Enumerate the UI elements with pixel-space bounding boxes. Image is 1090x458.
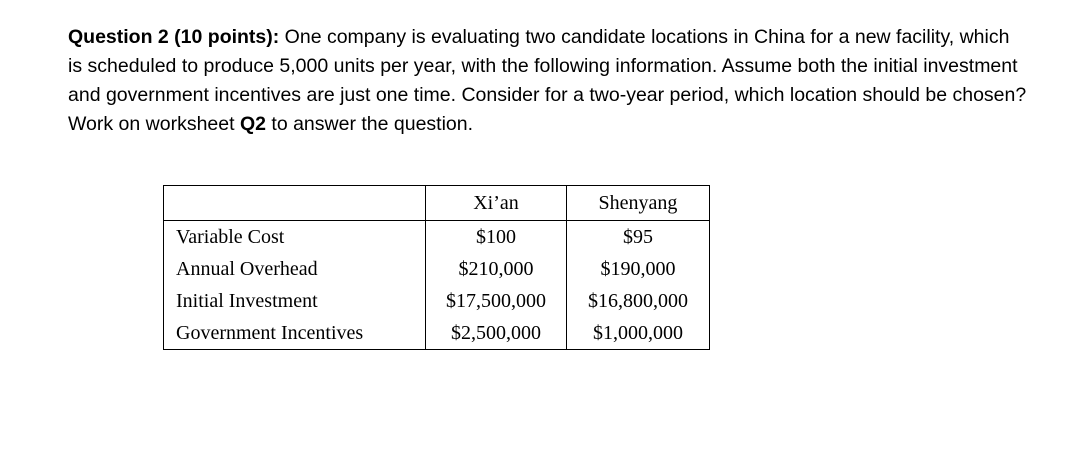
shenyang-value: $190,000 (567, 253, 710, 285)
header-shenyang: Shenyang (567, 186, 710, 221)
question-heading: Question 2 (10 points): (68, 26, 280, 48)
header-empty-cell (164, 186, 426, 221)
header-xian: Xi’an (426, 186, 567, 221)
row-label: Annual Overhead (164, 253, 426, 285)
table-row (164, 253, 710, 285)
table-row (164, 317, 710, 350)
shenyang-value: $95 (567, 221, 710, 254)
table-row (164, 221, 710, 254)
shenyang-value: $16,800,000 (567, 285, 710, 317)
xian-value: $100 (426, 221, 567, 254)
xian-value: $2,500,000 (426, 317, 567, 350)
question-body: One company is evaluating two candidate locations in China for a new facility, which is scheduled to produce 5,000 units per year, with the following information. Assume both the initial investment and government incentives are just one time. Consider for a two-year period, which location should be chosen? Work on worksheet (68, 26, 1027, 135)
worksheet-reference: Q2 (239, 113, 266, 135)
question-text (68, 23, 1028, 139)
row-label: Government Incentives (164, 317, 426, 350)
table-header-row (164, 186, 710, 221)
table-row (164, 285, 710, 317)
xian-value: $210,000 (426, 253, 567, 285)
shenyang-value: $1,000,000 (567, 317, 710, 350)
question-body-end: to answer the question. (265, 113, 474, 135)
row-label: Initial Investment (164, 285, 426, 317)
row-label: Variable Cost (164, 221, 426, 254)
xian-value: $17,500,000 (426, 285, 567, 317)
location-comparison-table (163, 185, 710, 350)
